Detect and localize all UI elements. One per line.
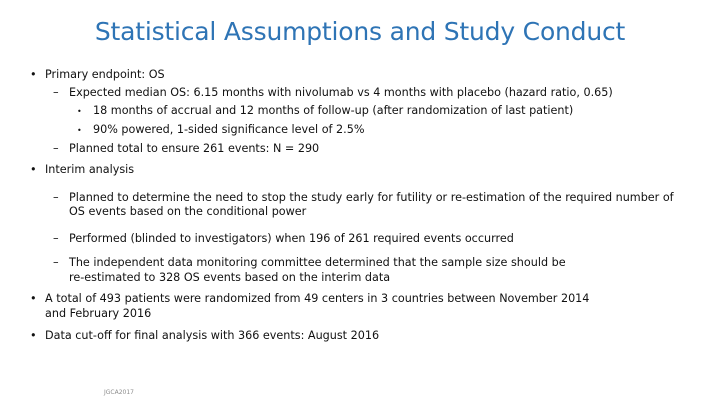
dash-marker: –	[53, 142, 59, 155]
sub-expected-median-os: Expected median OS: 6.15 months with nivolumab vs 4 months with placebo (hazard ratio, 0.65)	[69, 86, 613, 99]
bullet-marker: •	[30, 292, 37, 305]
dash-marker: –	[53, 256, 59, 269]
sub-performed-blinded: Performed (blinded to investigators) when 196 of 261 required events occurred	[69, 232, 514, 245]
bullet-total-patients-line1: A total of 493 patients were randomized from 49 centers in 3 countries between November 2014	[45, 292, 590, 305]
bullet-interim-analysis: Interim analysis	[45, 163, 135, 176]
dash-marker: –	[53, 86, 59, 99]
bullet-marker: •	[30, 163, 37, 176]
bullet-primary-endpoint: Primary endpoint: OS	[45, 68, 165, 81]
sub-idmc-line2: re-estimated to 328 OS events based on the interim data	[69, 271, 391, 284]
footer-label: JGCA2017	[104, 389, 134, 396]
bullet-data-cutoff: Data cut-off for final analysis with 366 events: August 2016	[45, 329, 380, 342]
bullet-marker: •	[77, 107, 82, 116]
slide-title: Statistical Assumptions and Study Conduct	[94, 17, 626, 46]
dash-marker: –	[53, 191, 59, 204]
dash-marker: –	[53, 232, 59, 245]
subsub-powered: 90% powered, 1-sided significance level of 2.5%	[93, 123, 365, 136]
bullet-marker: •	[77, 126, 82, 135]
sub-planned-determine-line2: OS events based on the conditional power	[69, 205, 307, 218]
bullet-total-patients-line2: and February 2016	[45, 307, 152, 320]
bullet-marker: •	[30, 329, 37, 342]
subsub-accrual: 18 months of accrual and 12 months of follow-up (after randomization of last patient)	[93, 104, 574, 117]
sub-idmc-line1: The independent data monitoring committee determined that the sample size should be	[69, 256, 566, 269]
sub-planned-determine-line1: Planned to determine the need to stop the study early for futility or re-estimation of the required number of	[69, 191, 674, 204]
bullet-marker: •	[30, 68, 37, 81]
sub-planned-total: Planned total to ensure 261 events: N = 290	[69, 142, 320, 155]
